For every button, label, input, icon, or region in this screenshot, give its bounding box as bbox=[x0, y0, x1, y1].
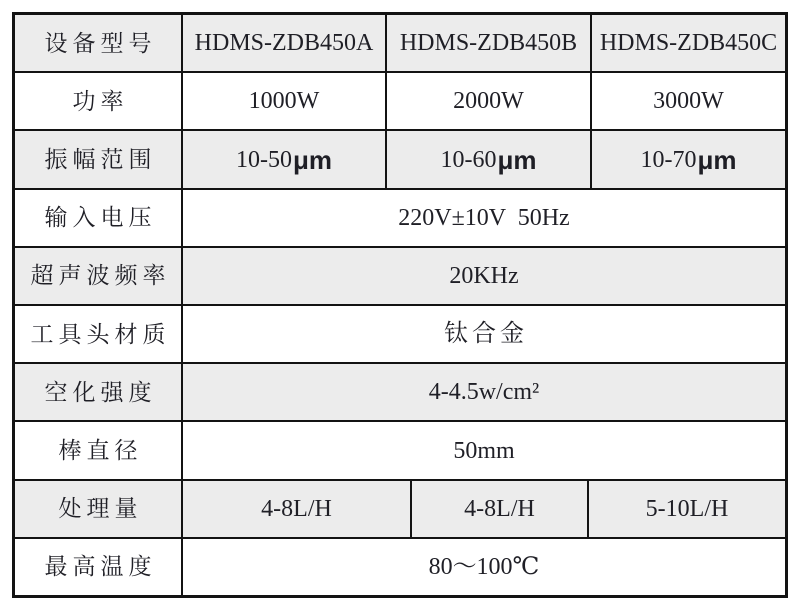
row-label: 超声波频率 bbox=[15, 248, 183, 304]
table-row-frequency bbox=[15, 248, 785, 306]
cell-value: HDMS-ZDB450A bbox=[183, 15, 387, 71]
spec-table bbox=[12, 12, 788, 598]
table-row-material bbox=[15, 306, 785, 364]
table-row-voltage bbox=[15, 190, 785, 248]
table-row-throughput bbox=[15, 481, 785, 539]
cell-value: 20KHz bbox=[449, 262, 519, 289]
table-row-temperature bbox=[15, 539, 785, 595]
row-label: 功率 bbox=[15, 73, 183, 129]
table-row-model bbox=[15, 15, 785, 73]
cell-value: 1000W bbox=[183, 73, 387, 129]
row-label: 振幅范围 bbox=[15, 131, 183, 187]
cell-value bbox=[592, 131, 785, 187]
cell-value: 4-8L/H bbox=[183, 481, 412, 537]
table-row-power bbox=[15, 73, 785, 131]
cell-value bbox=[387, 131, 592, 187]
cell-value: 2000W bbox=[387, 73, 592, 129]
row-label: 设备型号 bbox=[15, 15, 183, 71]
row-label: 处理量 bbox=[15, 481, 183, 537]
value-number: 10-50 bbox=[235, 146, 292, 173]
table-row-amplitude bbox=[15, 131, 785, 189]
value-unit: μm bbox=[497, 144, 537, 175]
cell-value: 5-10L/H bbox=[645, 495, 729, 522]
cell-value: 3000W bbox=[653, 88, 724, 115]
row-label: 棒直径 bbox=[15, 422, 183, 478]
cell-value: HDMS-ZDB450C bbox=[599, 30, 778, 57]
row-label: 工具头材质 bbox=[15, 306, 183, 362]
cell-value: 80～100℃ bbox=[428, 553, 540, 580]
value-unit: μm bbox=[697, 144, 737, 175]
row-label: 最高温度 bbox=[15, 539, 183, 595]
table-row-diameter bbox=[15, 422, 785, 480]
cell-value: HDMS-ZDB450B bbox=[387, 15, 592, 71]
value-unit: μm bbox=[292, 144, 333, 175]
cell-value: 4-4.5w/cm² bbox=[428, 379, 540, 406]
cell-value: 50mm bbox=[453, 437, 515, 464]
table-row-cavitation bbox=[15, 364, 785, 422]
cell-value: 钛合金 bbox=[444, 321, 528, 348]
value-number: 10-70 bbox=[640, 146, 697, 173]
row-label: 空化强度 bbox=[15, 364, 183, 420]
cell-value: 4-8L/H bbox=[412, 481, 589, 537]
cell-value bbox=[183, 131, 387, 187]
row-label: 输入电压 bbox=[15, 190, 183, 246]
cell-value: 220V±10V 50Hz bbox=[398, 204, 570, 231]
value-number: 10-60 bbox=[440, 146, 497, 173]
